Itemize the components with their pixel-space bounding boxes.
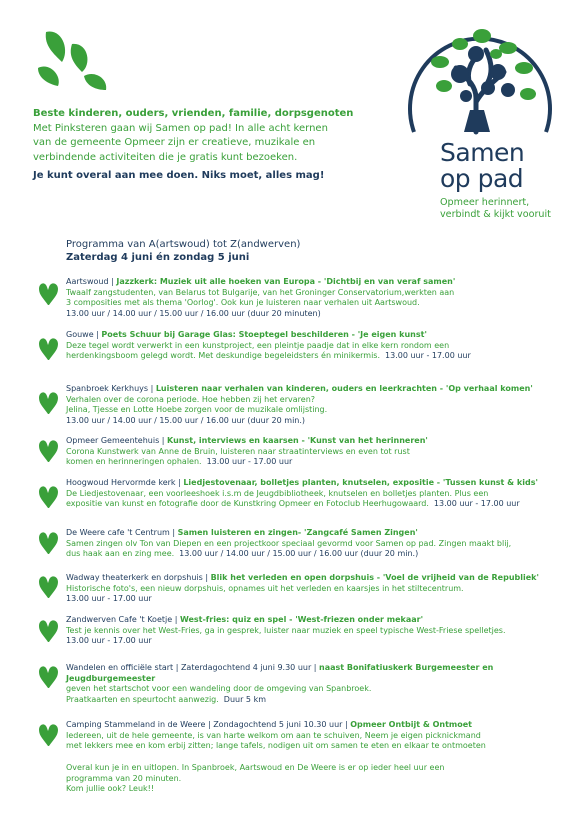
heart-leaf-icon [38,618,59,642]
event-description [66,298,546,309]
event-item [66,528,546,560]
event-description [66,549,546,560]
event-activity: West-fries: quiz en spel - 'West-friezen onder mekaar' [179,615,424,624]
intro-line1: Met Pinksteren gaan wij Samen op pad! In alle acht kernen [33,122,328,134]
event-description-text: Samen zingen olv Ton van Diepen en een projectkoor speciaal gevormd voor Samen op pad. Zingen maakt blij, [66,538,512,548]
intro-line2: van de gemeente Opmeer zijn er creatieve, muzikale en [33,137,316,149]
brand-name-line2: op pad [440,164,524,193]
event-description-text: Corona Kunstwerk van Anne de Bruin, luisteren naar straatinterviews en even tot rust [66,446,410,456]
event-time: 13.00 uur - 17.00 uur [206,457,293,467]
event-time: 13.00 uur / 14.00 uur / 15.00 uur / 16.00 uur (duur 20 min.) [66,415,306,425]
event-description [66,539,546,550]
event-activity: Kunst, interviews en kaarsen - 'Kunst van het herinneren' [167,436,428,445]
event-title [66,615,546,626]
event-time: Duur 5 km [223,694,266,704]
event-item [66,573,546,605]
event-time: 13.00 uur - 17.00 uur [66,636,152,646]
event-item [66,663,546,705]
event-item [66,277,546,319]
heart-leaf-icon [38,664,59,688]
event-description-text: met lekkers mee en kom erbij zitten; lange tafels, nodigen uit om samen te eten en elkaar te ontmoeten [66,741,486,751]
program-date: Zaterdag 4 juni én zondag 5 juni [66,252,250,263]
event-description-text: Verhalen over de corona periode. Hoe hebben zij het ervaren? [66,394,316,404]
event-description [66,695,546,706]
event-title [66,436,546,447]
event-item [66,436,546,468]
program-heading [66,238,300,264]
brand-name-line1: Samen [440,138,525,167]
event-description-text: dus haak aan en zing mee. [66,549,175,559]
event-activity: Samen luisteren en zingen- 'Zangcafé Samen Zingen' [177,528,418,537]
event-activity: Blik het verleden en open dorpshuis - 'Voel de vrijheid van de Republiek' [210,573,539,582]
event-place: Gouwe | [66,330,102,339]
event-description-text: expositie van kunst en fotografie door de Kunstkring Opmeer en Fotoclub Heerhugowaard. [66,499,429,509]
leaf-logo-icon [32,24,116,96]
outro-line2: programma van 20 minuten. [66,773,182,783]
brand-tagline-line1: Opmeer herinnert, [440,197,530,208]
outro-line3: Kom jullie ook? Leuk!! [66,784,155,794]
event-description [66,731,546,742]
event-time: 13.00 uur - 17.00 uur [433,499,520,509]
event-title [66,330,546,341]
brand-tagline [440,197,560,221]
event-description [66,341,546,352]
heart-leaf-icon [38,390,59,414]
event-time: 13.00 uur - 17.00 uur [385,351,471,361]
heart-leaf-icon [38,484,59,508]
event-time: 13.00 uur - 17.00 uur [66,594,152,604]
event-description-text: Historische foto's, een nieuw dorpshuis, opnames uit het verleden en kaarsjes in het stiltecentrum. [66,583,464,593]
event-place: Wandelen en officiële start | Zaterdagochtend 4 juni 9.30 uur | [66,663,320,672]
event-description [66,499,546,510]
event-item [66,615,546,647]
event-description-text: Praatkaarten en speurtocht aanwezig. [66,694,219,704]
intro-punchline: Je kunt overal aan mee doen. Niks moet, alles mag! [33,170,325,182]
event-place: Opmeer Gemeentehuis | [66,436,168,445]
event-description [66,584,546,595]
heart-leaf-icon [38,281,59,305]
event-activity: Liedjestovenaar, bolletjes planten, knutselen, expositie - 'Tussen kunst & kids' [183,478,538,487]
event-description-text: geven het startschot voor een wandeling door de omgeving van Spanbroek. [66,684,372,694]
event-description [66,489,546,500]
outro-text [66,763,486,795]
event-title [66,478,546,489]
brand-logo [400,14,560,221]
event-title [66,663,546,684]
event-place: Aartswoud | [66,277,117,286]
intro-greeting: Beste kinderen, ouders, vrienden, familie, dorpsgenoten [33,108,354,119]
event-description-text: 3 composities met als thema 'Oorlog'. Ook kun je luisteren naar verhalen uit Aartswoud. [66,298,420,308]
event-item [66,720,546,752]
event-time: 13.00 uur / 14.00 uur / 15.00 uur / 16.00 uur (duur 20 min.) [179,549,419,559]
event-description [66,684,546,695]
event-item [66,384,546,426]
event-place: Wadway theaterkerk en dorpshuis | [66,573,211,582]
event-place: De Weere cafe 't Centrum | [66,528,178,537]
event-activity: Opmeer Ontbijt & Ontmoet [350,720,472,729]
event-description [66,288,546,299]
outro-line1: Overal kun je in en uitlopen. In Spanbroek, Aartswoud en De Weere is er op ieder heel uur een [66,763,445,772]
brand-tagline-line2: verbindt & kijkt vooruit [440,209,551,220]
event-description [66,447,546,458]
tree-icon [404,14,556,138]
event-description [66,405,546,416]
brand-name [440,140,560,192]
event-description [66,741,546,752]
event-description-text: herdenkingsboom gelegd wordt. Met deskundige begeleidsters én minikermis. [66,351,381,361]
event-title [66,384,546,395]
event-activity: Jazzkerk: Muziek uit alle hoeken van Europa - 'Dichtbij en van veraf samen' [116,277,456,286]
event-description [66,351,546,362]
event-time: 13.00 uur / 14.00 uur / 15.00 uur / 16.00 uur (duur 20 minuten) [66,308,321,318]
event-title [66,528,546,539]
heart-leaf-icon [38,438,59,462]
heart-leaf-icon [38,336,59,360]
event-place: Hoogwoud Hervormde kerk | [66,478,184,487]
event-description-text: komen en herinneringen ophalen. [66,457,202,467]
event-description-text: Jelina, Tjesse en Lotte Hoebe zorgen voor de muzikale omlijsting. [66,405,328,415]
event-title [66,277,546,288]
heart-leaf-icon [38,530,59,554]
event-description [66,457,546,468]
event-description-text: Twaalf zangstudenten, van Belarus tot Bulgarije, van het Groninger Conservatorium,werkten aan [66,287,455,297]
event-activity: Luisteren naar verhalen van kinderen, ouders en leerkrachten - 'Op verhaal komen' [155,384,533,393]
event-activity: Poets Schuur bij Garage Glas: Stoeptegel beschilderen - 'Je eigen kunst' [101,330,427,339]
heart-leaf-icon [38,574,59,598]
event-item [66,478,546,510]
program-title: Programma van A(artswoud) tot Z(andwerven) [66,239,301,250]
event-activity: naast Bonifatiuskerk Burgemeester en Jeugdburgemeester [66,663,494,683]
event-place: Camping Stammeland in de Weere | Zondagochtend 5 juni 10.30 uur | [66,720,351,729]
event-place: Zandwerven Cafe 't Koetje | [66,615,180,624]
event-item [66,330,546,362]
event-description-text: Deze tegel wordt verwerkt in een kunstproject, een pleintje paadje dat in elke kern rondom een [66,340,450,350]
event-description-text: De Liedjestovenaar, een voorleeshoek i.s.m de Jeugdbibliotheek, knutselen en bolletjes planten. Plus een [66,488,489,498]
intro-line3: verbindende activiteiten die je gratis kunt bezoeken. [33,151,298,163]
event-description-text: Test je kennis over het West-Fries, ga in gesprek, luister naar muziek en speel typische West-Friese spelletjes. [66,625,506,635]
event-place: Spanbroek Kerkhuys | [66,384,156,393]
event-description [66,626,546,637]
event-title [66,573,546,584]
event-title [66,720,546,731]
event-description-text: Iedereen, uit de hele gemeente, is van harte welkom om aan te schuiven, Neem je eigen picknickmand [66,730,481,740]
heart-leaf-icon [38,722,59,746]
intro-text [33,107,393,184]
event-description [66,395,546,406]
